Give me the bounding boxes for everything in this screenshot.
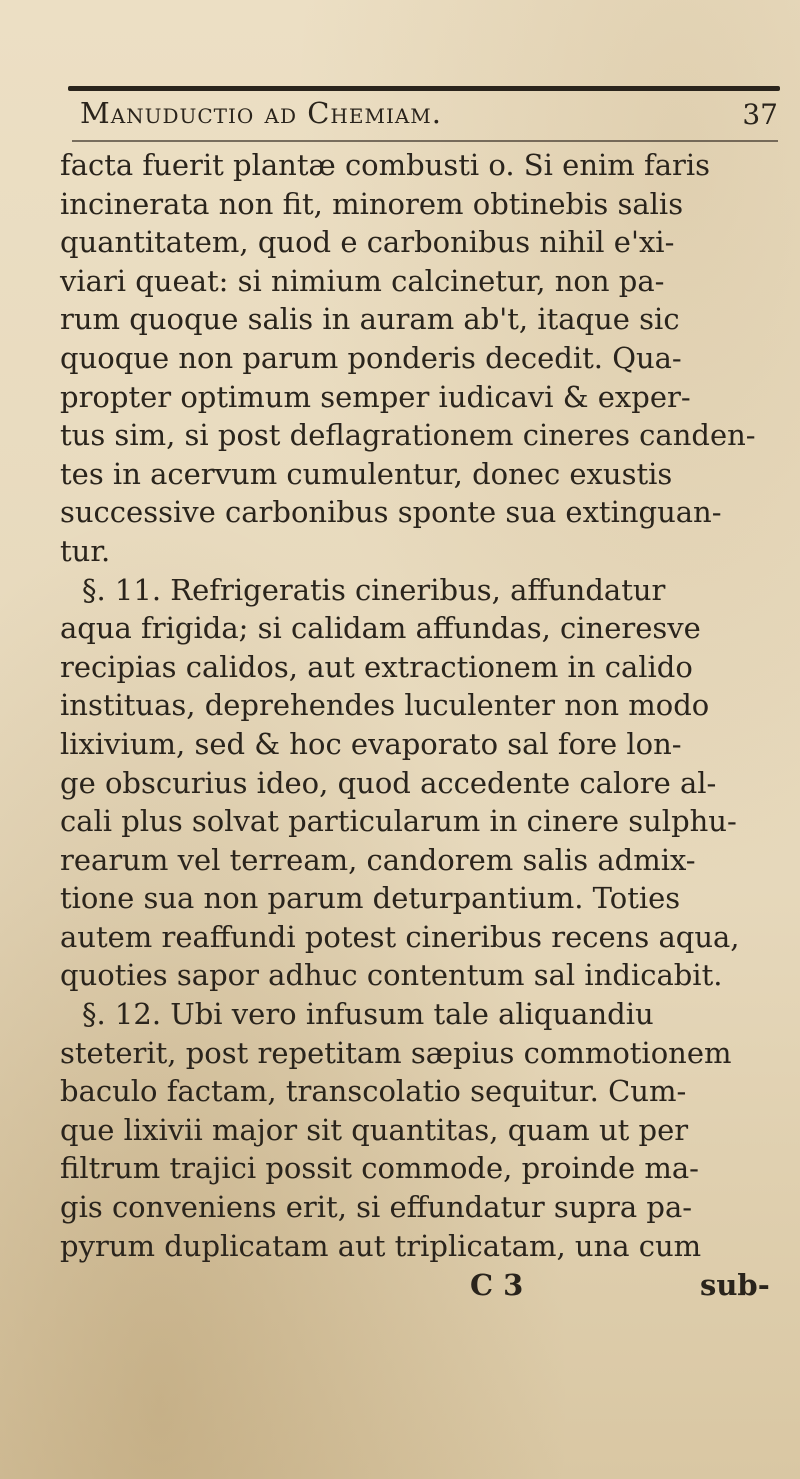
body-text: [60, 146, 790, 1265]
text-line: cali plus solvat particularum in cinere sulphu-: [60, 804, 737, 839]
text-line: recipias calidos, aut extractionem in calido: [60, 649, 693, 684]
text-line: rearum vel terream, candorem salis admix-: [60, 842, 696, 877]
paragraph-12-start: §. 12. Ubi vero infusum tale aliquandiu: [82, 997, 654, 1032]
text-line: que lixivii major sit quantitas, quam ut per: [60, 1112, 689, 1147]
text-line: incinerata non fit, minorem obtinebis salis: [60, 186, 684, 221]
page-header: [80, 96, 780, 136]
page-footer: [60, 1268, 790, 1308]
running-head: Manuductio ad Chemiam.: [80, 96, 442, 130]
text-line: instituas, deprehendes luculenter non modo: [60, 688, 710, 723]
signature-mark: C 3: [470, 1268, 524, 1302]
text-line: aqua frigida; si calidam affundas, cineresve: [60, 611, 701, 646]
text-line: tus sim, si post deflagrationem cineres canden-: [60, 418, 756, 453]
text-line: ge obscurius ideo, quod accedente calore al-: [60, 765, 717, 800]
text-line: viari queat: si nimium calcinetur, non pa-: [60, 263, 665, 298]
header-underline: [72, 140, 778, 142]
text-line: baculo factam, transcolatio sequitur. Cum-: [60, 1074, 687, 1109]
header-rule: [68, 86, 780, 91]
text-line: quoties sapor adhuc contentum sal indicabit.: [60, 958, 723, 993]
text-line: filtrum trajici possit commode, proinde ma-: [60, 1151, 699, 1186]
text-line: steterit, post repetitam sæpius commotionem: [60, 1035, 732, 1070]
text-line: tes in acervum cumulentur, donec exustis: [60, 456, 673, 491]
text-line: facta fuerit plantæ combusti o. Si enim faris: [60, 148, 711, 182]
text-line: tione sua non parum deturpantium. Toties: [60, 881, 681, 916]
text-line: successive carbonibus sponte sua extinguan-: [60, 495, 722, 530]
catchword: sub-: [700, 1268, 770, 1302]
text-line: quoque non parum ponderis decedit. Qua-: [60, 340, 682, 375]
text-line: quantitatem, quod e carbonibus nihil e'xi-: [60, 225, 675, 260]
paragraph-11-start: §. 11. Refrigeratis cineribus, affundatur: [82, 572, 666, 607]
text-line: propter optimum semper iudicavi & exper-: [60, 379, 691, 414]
page-number: 37: [742, 98, 778, 131]
text-line: autem reaffundi potest cineribus recens aqua,: [60, 919, 740, 954]
text-line: lixivium, sed & hoc evaporato sal fore lon-: [60, 726, 682, 761]
text-line: gis conveniens erit, si effundatur supra pa-: [60, 1190, 693, 1225]
text-line: pyrum duplicatam aut triplicatam, una cum: [60, 1228, 702, 1263]
text-line: tur.: [60, 533, 111, 568]
text-line: rum quoque salis in auram ab't, itaque sic: [60, 302, 680, 337]
